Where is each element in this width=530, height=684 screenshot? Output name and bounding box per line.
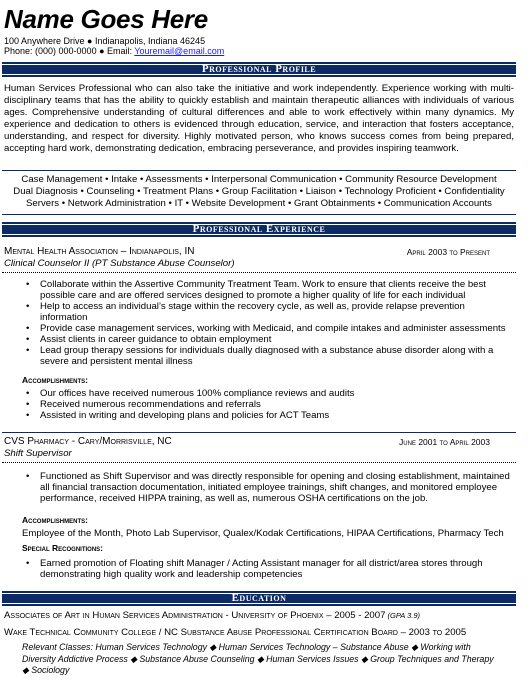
list-item: • Collaborate within the Assertive Community Treatment Team. Work to ensure that clients receive the best possible care and are offered services designed to promote a higher quality of life for each individual	[22, 279, 510, 301]
skills-line-2: Dual Diagnosis • Counseling • Treatment Plans • Group Facilitation • Liaison • Technology Proficient • Confidentiality	[13, 186, 505, 197]
skills-bottom-rule	[2, 214, 516, 215]
job-2-divider	[2, 462, 516, 463]
job-2-top-rule	[2, 432, 516, 433]
education-degree-2: Wake Technical Community College / NC Substance Abuse Professional Certification Board – 2003 to 2005	[4, 627, 467, 638]
skills-top-rule	[2, 170, 516, 171]
contact-line	[4, 46, 224, 56]
profile-section-bar	[2, 62, 516, 77]
list-item: • Received numerous recommendations and referrals	[22, 399, 510, 410]
job-2-title: Shift Supervisor	[4, 448, 72, 459]
education-entry-2	[4, 627, 466, 639]
email-link[interactable]: Youremail@email.com	[134, 46, 225, 56]
job-2-accomplishments-label: Accomplishments:	[22, 515, 88, 525]
job-2-dates: June 2001 to April 2003	[399, 437, 490, 447]
list-item: • Provide case management services, working with Medicaid, and compile intakes and administer assessments	[22, 323, 510, 334]
profile-paragraph: Human Services Professional who can also take the initiative and work independently. Experience working with multi-disciplinary teams that has the ability to quickly establish and maintain therapeutic alliances with individuals of various ages. Comprehensive understanding of cultural differences and able to work effectively within many dynamics. My experience and dedication to others is evidenced through education, service, and interaction that fosters acceptance, understanding, and respect for diversity. Highly motivated person, who knows success comes from being prepared, accepting hard work, demonstrating dedication, embracing perseverance, and provides inspiring teamwork.	[4, 83, 514, 154]
education-gpa: (GPA 3.9)	[385, 611, 421, 620]
list-item: • Our offices have received numerous 100% compliance reviews and audits	[22, 388, 510, 399]
job-1-divider	[2, 272, 516, 273]
address-line: 100 Anywhere Drive ● Indianapolis, Indiana 46245	[4, 36, 206, 46]
job-2-accomplishments-text: Employee of the Month, Photo Lab Supervisor, Qualex/Kodak Certifications, HIPAA Certifications, Pharmacy Tech	[22, 528, 504, 539]
job-2-recognitions-label: Special Recognitions:	[22, 543, 104, 553]
job-2-duties	[22, 471, 520, 504]
experience-section-bar	[2, 222, 516, 237]
list-item: • Assisted in writing and developing plans and policies for ACT Teams	[22, 410, 510, 421]
list-item: • Assist clients in career guidance to obtain employment	[22, 334, 510, 345]
job-1-organization: Mental Health Association – Indianapolis, IN	[4, 246, 195, 257]
education-section-title: Education	[231, 592, 287, 604]
job-1-duties	[22, 279, 510, 367]
job-2-recognitions	[22, 558, 510, 580]
skills-line-1: Case Management • Intake • Assessments • Interpersonal Communication • Community Resource Development	[21, 174, 497, 185]
education-degree-1: Associates of Art in Human Services Administration - University of Phoenix – 2005 - 2007	[4, 610, 386, 621]
job-1-accomplishments	[22, 388, 510, 421]
list-item: • Lead group therapy sessions for individuals dually diagnosed with a substance abuse disorder along with a severe and persistent mental illness	[22, 345, 510, 367]
education-relevant-classes: Relevant Classes: Human Services Technology ◆ Human Services Technology – Substance Abuse ◆ Working with Diversity Addictive Process ◆ Substance Abuse Counseling ◆ Human Services Issues ◆ Group Techniques and Therapy ◆ Sociology	[22, 642, 494, 675]
job-1-header	[2, 246, 516, 258]
candidate-name: Name Goes Here	[4, 4, 208, 34]
profile-section-title: Professional Profile	[201, 63, 317, 75]
skills-line-3: Servers • Network Administration • IT • Website Development • Grant Obtainments • Communication Accounts	[26, 198, 492, 209]
experience-section-title: Professional Experience	[192, 223, 326, 235]
skills-block	[2, 174, 516, 210]
phone-text: Phone: (000) 000-0000 ● Email:	[4, 46, 135, 56]
job-2-header	[2, 436, 516, 448]
list-item: • Help to access an individual’s stage within the recovery cycle, as well as, provide relapse prevention information	[22, 301, 510, 323]
job-1-title: Clinical Counselor II (PT Substance Abuse Counselor)	[4, 258, 235, 269]
education-entry-1	[4, 610, 420, 622]
list-item: • Earned promotion of Floating shift Manager / Acting Assistant manager for all district/area stores through demonstrating high quality work and leadership competencies	[22, 558, 510, 580]
list-item: • Functioned as Shift Supervisor and was directly responsible for opening and closing establishment, maintained all financial transaction documentation, initiated employee trainings, shift changes, and monitored employee performance, received HIPPA training, as well as, numerous OSHA certifications on the job.	[22, 471, 520, 504]
job-1-dates: April 2003 to Present	[406, 247, 490, 257]
job-2-organization: CVS Pharmacy - Cary/Morrisville, NC	[4, 436, 172, 447]
education-section-bar	[2, 591, 516, 606]
job-1-accomplishments-label: Accomplishments:	[22, 375, 88, 385]
